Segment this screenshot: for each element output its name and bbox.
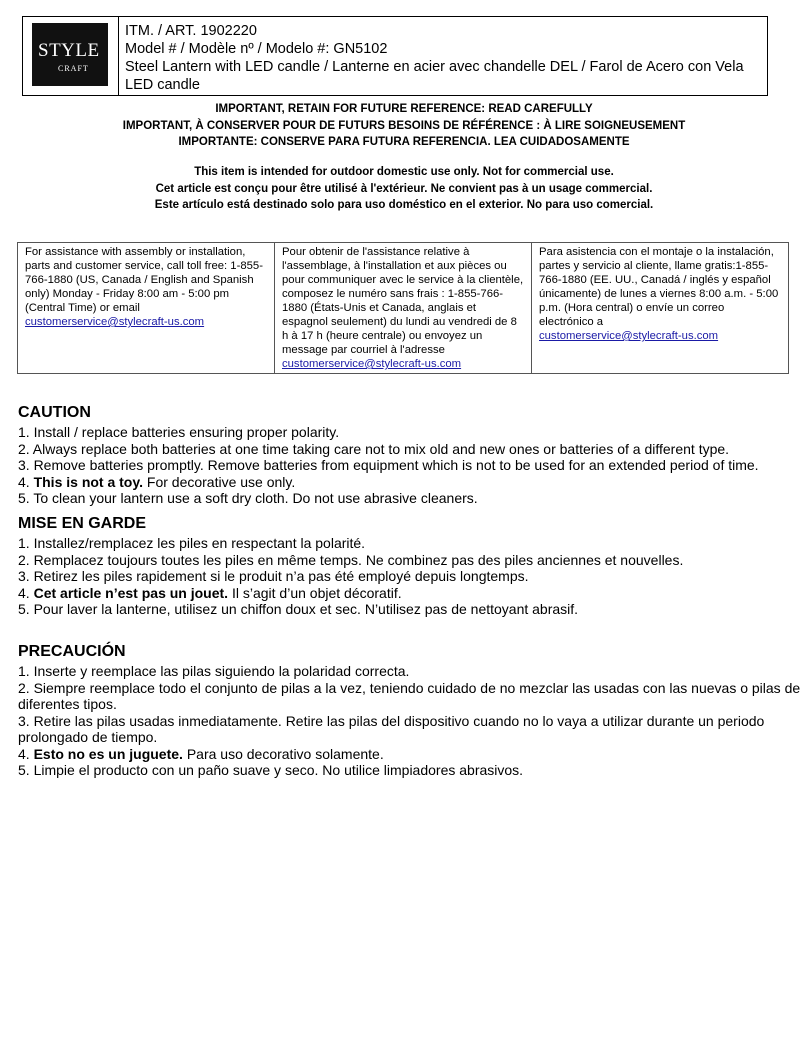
support-text-fr: Pour obtenir de l'assistance relative à l'assemblage, à l'installation et aux pièces ou pour communiquer avec le service à la clientèle, composez le numéro sans frais : 1-855-766-1880 (États-Unis et Canada, anglais et espagnol seulement) du lundi au vendredi de 8 h à 17 h (heure centrale) ou envoyez un message par courriel à l'adresse (282, 246, 524, 356)
mise-item-5: 5. Pour laver la lanterne, utilisez un chiffon doux et sec. N’utilisez pas de nettoyant abrasif. (18, 601, 579, 617)
precaucion-section (18, 643, 803, 779)
precaucion-item-3: 3. Retire las pilas usadas inmediatamente. Retire las pilas del dispositivo cuando no lo vaya a utilizar durante un periodo prolongado de tiempo. (18, 712, 765, 745)
caution-item-4-bold: This is not a toy. (33, 473, 143, 490)
usage-es: Este artículo está destinado solo para uso doméstico en el exterior. No para uso comercial. (154, 199, 654, 211)
mise-item-4-bold: Cet article n’est pas un jouet. (33, 584, 229, 601)
caution-section (18, 404, 803, 507)
usage-fr: Cet article est conçu pour être utilisé à l'extérieur. Ne convient pas à un usage commercial. (155, 182, 653, 195)
mise-title: MISE EN GARDE (18, 515, 147, 532)
support-cell-fr (275, 243, 532, 374)
support-email-link-es[interactable]: customerservice@stylecraft-us.com (539, 330, 719, 342)
caution-item-1: 1. Install / replace batteries ensuring proper polarity. (18, 424, 340, 440)
header-box (22, 16, 768, 96)
mise-item-1: 1. Installez/remplacez les piles en respectant la polarité. (18, 535, 366, 551)
caution-item-2: 2. Always replace both batteries at one time taking care not to mix old and new ones or batteries of a different type. (18, 440, 730, 457)
precaucion-item-4-bold: Esto no es un juguete. (33, 745, 183, 762)
support-cell-es (532, 243, 789, 374)
precaucion-item-1: 1. Inserte y reemplace las pilas siguiendo la polaridad correcta. (18, 663, 410, 679)
mise-item-3: 3. Retirez les piles rapidement si le produit n’a pas été employé depuis longtemps. (18, 568, 529, 584)
usage-en: This item is intended for outdoor domestic use only. Not for commercial use. (194, 166, 614, 178)
product-description: Steel Lantern with LED candle / Lanterne en acier avec chandelle DEL / Farol de Acero con Vela LED candle (125, 59, 744, 93)
title-cell (125, 22, 759, 94)
important-es: IMPORTANTE: CONSERVE PARA FUTURA REFERENCIA. LEA CUIDADOSAMENTE (178, 136, 630, 148)
precaucion-title: PRECAUCIÓN (18, 643, 126, 660)
caution-title: CAUTION (18, 404, 91, 421)
caution-item-5: 5. To clean your lantern use a soft dry cloth. Do not use abrasive cleaners. (18, 490, 478, 506)
mise-en-garde-section (18, 515, 803, 618)
stylecraft-logo (32, 23, 108, 86)
precaucion-item-4: 4. Esto no es un juguete. Para uso decorativo solamente. (18, 745, 384, 762)
important-fr: IMPORTANT, À CONSERVER POUR DE FUTURS BESOINS DE RÉFÉRENCE : À LIRE SOIGNEUSEMENT (122, 119, 686, 132)
caution-item-3: 3. Remove batteries promptly. Remove batteries from equipment which is not to be used for an extended period of time. (18, 457, 759, 473)
support-email-link-fr[interactable]: customerservice@stylecraft-us.com (282, 358, 462, 370)
logo-sub-text: CRAFT (58, 64, 89, 73)
support-email-link-en[interactable]: customerservice@stylecraft-us.com (25, 316, 205, 328)
support-cell-en (18, 243, 275, 374)
precaucion-item-5: 5. Limpie el producto con un paño suave y seco. No utilice limpiadores abrasivos. (18, 762, 524, 778)
caution-item-4: 4. This is not a toy. For decorative use only. (18, 473, 296, 490)
logo-cell (23, 17, 119, 95)
important-en: IMPORTANT, RETAIN FOR FUTURE REFERENCE: READ CAREFULLY (215, 103, 593, 115)
support-text-es: Para asistencia con el montaje o la instalación, partes y servicio al cliente, llame gratis:1-855-766-1880 (EE. UU., Canadá / inglés y español únicamente) de lunes a viernes 8:00 a.m. - 5:00 p.m. (Hora central) o envíe un correo electrónico a (539, 246, 779, 328)
mise-item-2: 2. Remplacez toujours toutes les piles en même temps. Ne combinez pas des piles anciennes et nouvelles. (18, 551, 684, 568)
support-table (17, 242, 789, 374)
important-notice (0, 101, 808, 151)
precaucion-item-2: 2. Siempre reemplace todo el conjunto de pilas a la vez, teniendo cuidado de no mezclar las usadas con las nuevas o pilas de diferentes tipos. (18, 679, 801, 712)
support-text-en: For assistance with assembly or installation, parts and customer service, call toll free: 1-855-766-1880 (US, Canada / English and Spanish only) Monday - Friday 8:00 am - 5:00 pm (Central Time) or email (25, 246, 263, 314)
logo-main-text: STYLE (38, 40, 100, 61)
mise-item-4: 4. Cet article n’est pas un jouet. Il s’agit d’un objet décoratif. (18, 584, 402, 601)
model-number: Model # / Modèle nº / Modelo #: GN5102 (125, 41, 388, 57)
usage-notice (0, 164, 808, 214)
item-number: ITM. / ART. 1902220 (125, 23, 257, 39)
